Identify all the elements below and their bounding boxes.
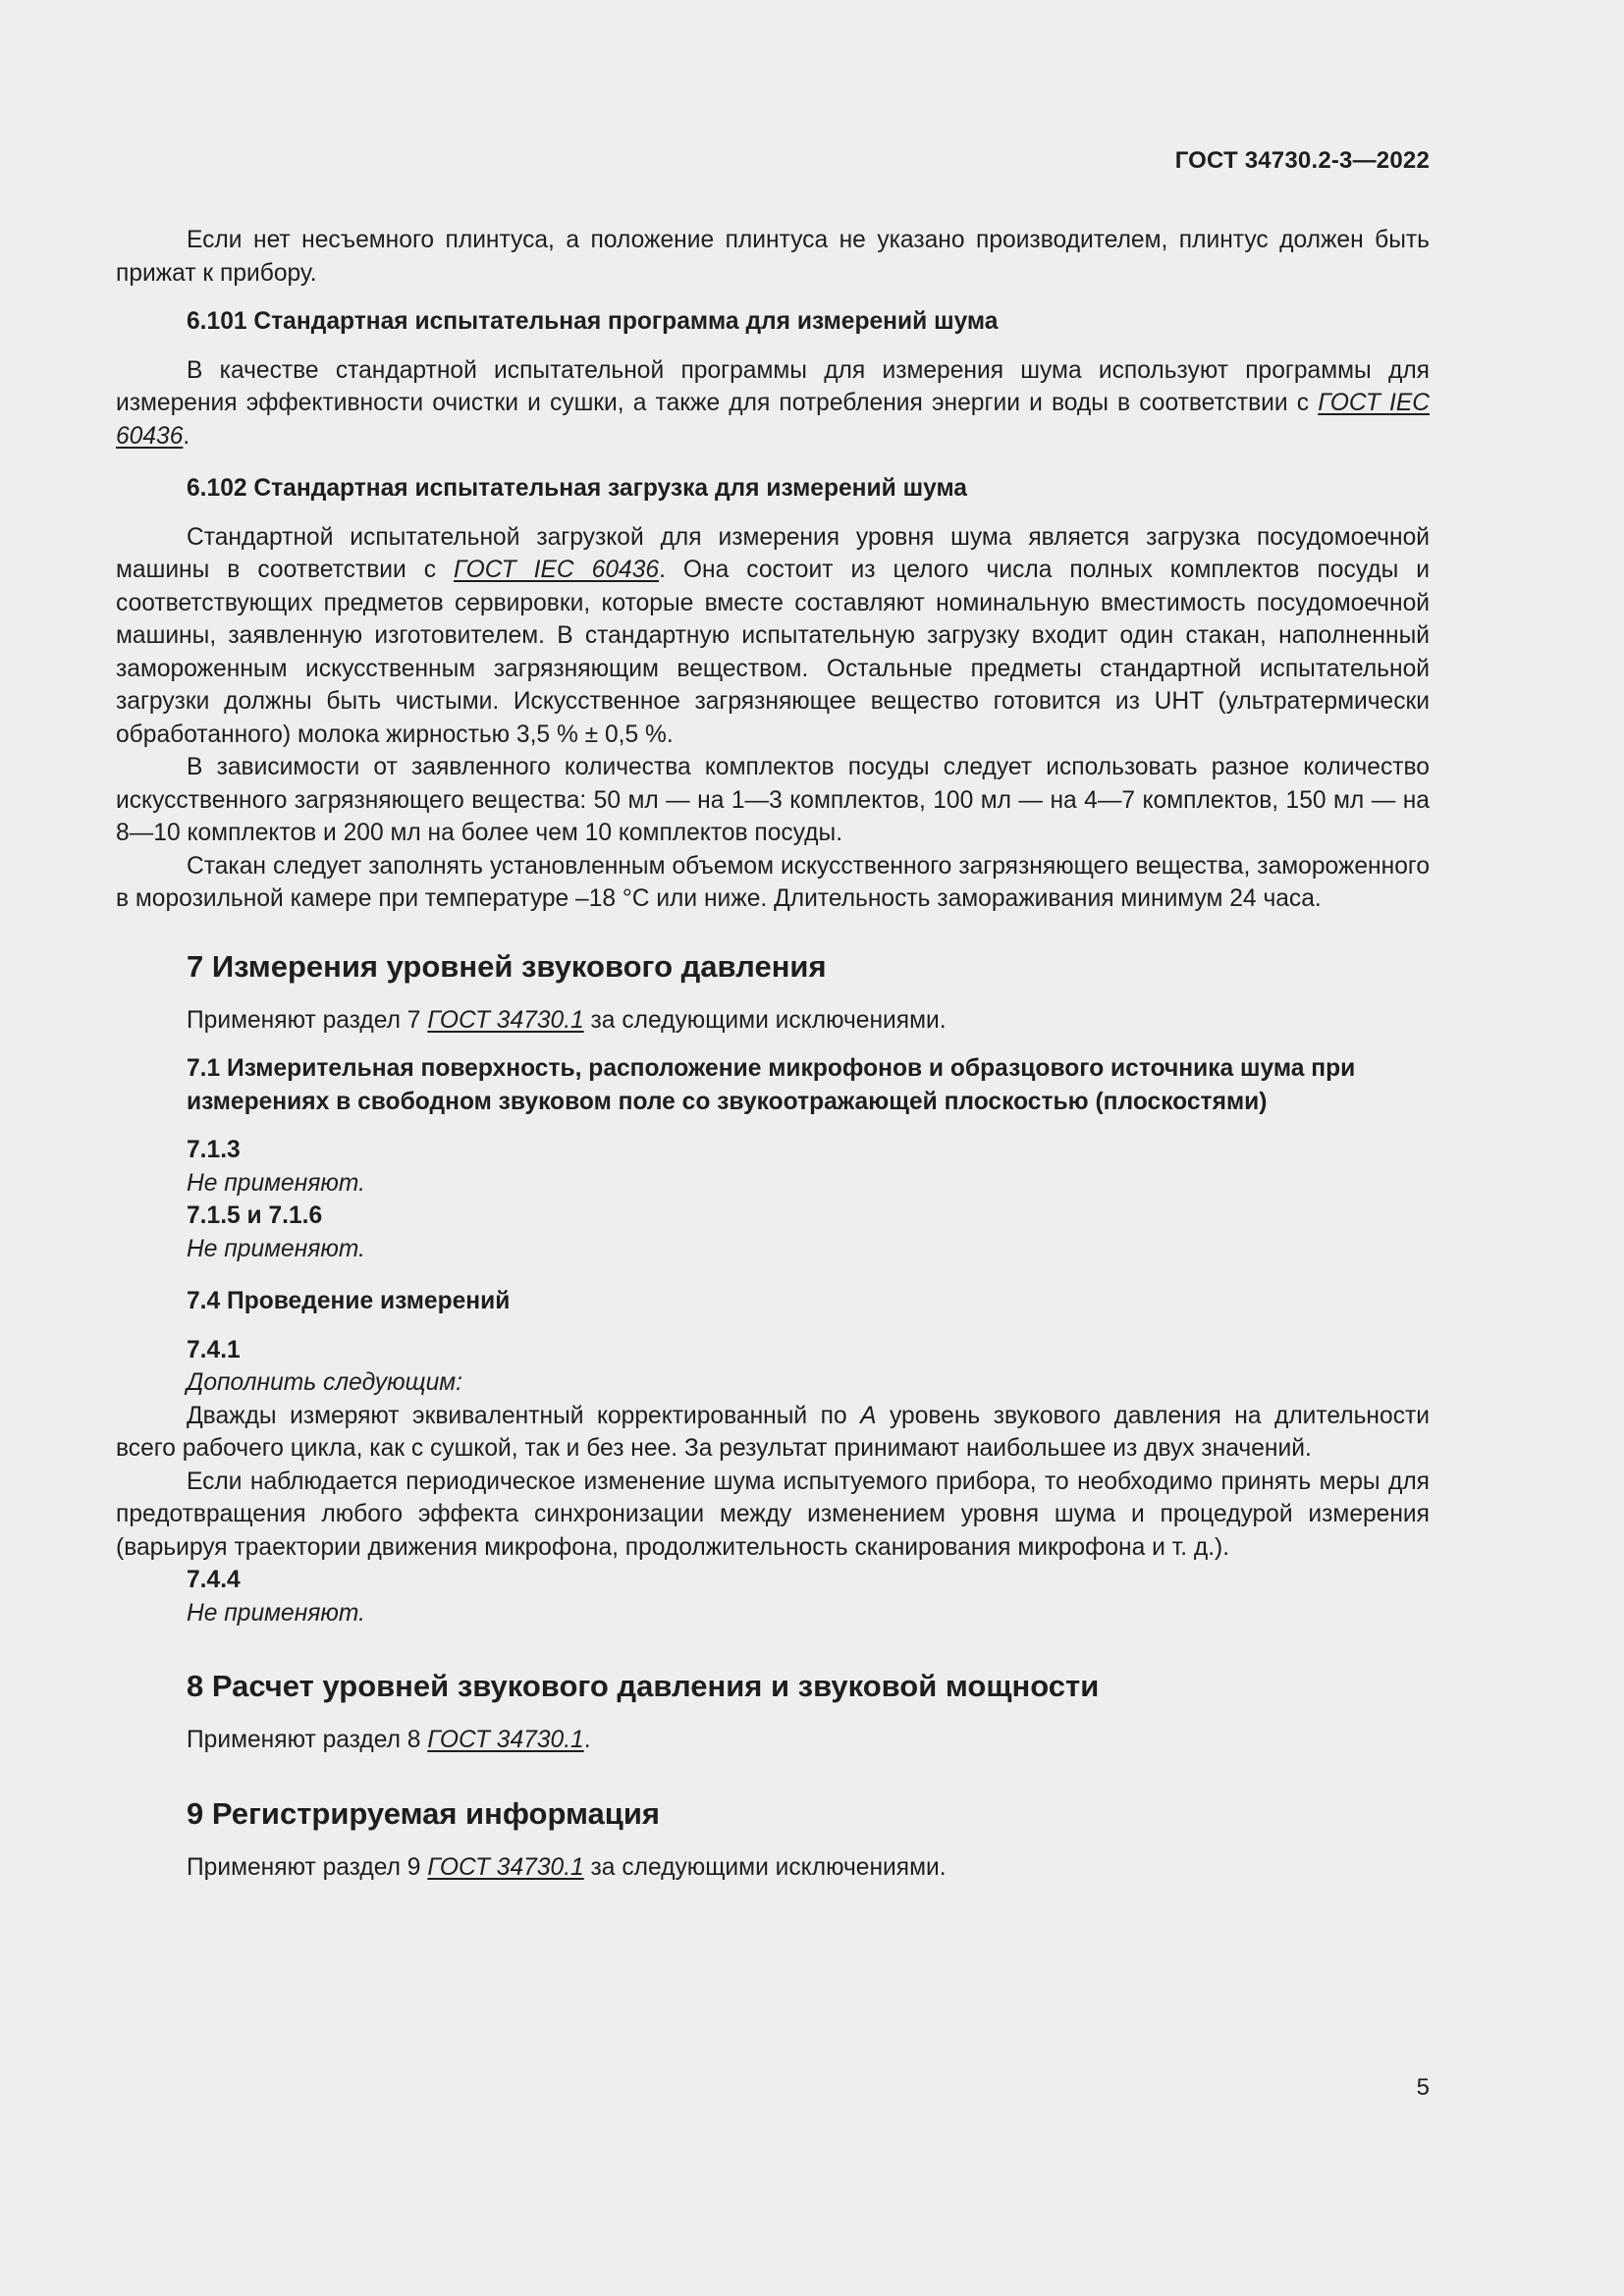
gost-iec-60436-link[interactable]: ГОСТ IEC 60436 (116, 390, 1430, 450)
gost-34730-1-link[interactable]: ГОСТ 34730.1 (427, 1727, 584, 1753)
text: Применяют раздел 8 (187, 1727, 428, 1753)
gost-iec-60436-link[interactable]: ГОСТ IEC 60436 (454, 557, 660, 583)
section-6-102-title: 6.102 Стандартная испытательная загрузка для измерений шума (187, 475, 967, 502)
section-6-101-paragraph (116, 354, 1430, 454)
section-6-102-paragraph-2: В зависимости от заявленного количества комплектов посуды следует использовать разное количество искусственного загрязняющего вещества: 50 мл — на 1—3 комплектов, 100 мл — на 4—7 комплектов, 150 мл — на 8—10 комплектов и 200 мл на более чем 10 комплектов посуды. (116, 754, 1430, 846)
text: . (583, 1727, 591, 1753)
text: Применяют раздел 9 (187, 1853, 428, 1881)
gost-34730-1-link[interactable]: ГОСТ 34730.1 (427, 1853, 584, 1881)
section-7-4-title: 7.4 Проведение измерений (187, 1288, 511, 1314)
section-6-102-paragraph-3: Стакан следует заполнять установленным объемом искусственного загрязняющего вещества, замороженного в морозильной камере при температуре –18 °C или ниже. Длительность замораживания минимум 24 часа. (116, 852, 1430, 912)
page-number: 5 (1416, 2074, 1430, 2101)
section-9-heading: 9 Регистрируемая информация (187, 1795, 660, 1831)
section-7-4-4-number: 7.4.4 (187, 1567, 241, 1593)
section-7-1-3-number: 7.1.3 (187, 1137, 241, 1163)
section-6-102-paragraph-1 (116, 521, 1430, 752)
section-7-1-5-number: 7.1.5 и 7.1.6 (187, 1202, 323, 1229)
text: уровень звукового давления на длительности всего рабочего цикла, как с сушкой, так и без нее. За результат принимают наибольшее из двух значений. (116, 1402, 1430, 1462)
section-7-4-1-paragraph-1 (116, 1400, 1430, 1466)
section-7-4-1-add: Дополнить следующим: (187, 1369, 462, 1396)
section-7-1-5-text: Не применяют. (187, 1235, 365, 1262)
text: за следующими исключениями. (583, 1853, 947, 1881)
section-6-101-title: 6.101 Стандартная испытательная программа для измерений шума (187, 308, 999, 335)
intro-paragraph: Если нет несъемного плинтуса, а положение плинтуса не указано производителем, плинтус должен быть прижат к прибору. (116, 227, 1430, 287)
gost-34730-1-link[interactable]: ГОСТ 34730.1 (427, 1006, 584, 1034)
text: Дважды измеряют эквивалентный корректированный по (187, 1402, 861, 1429)
section-7-4-4-text: Не применяют. (187, 1599, 365, 1627)
text: Применяют раздел 7 (187, 1006, 428, 1034)
text: Стандартной испытательной загрузкой для измерения уровня шума является загрузка посудомоечной машины в соответствии с (116, 523, 1430, 583)
text: за следующими исключениями. (583, 1006, 947, 1034)
text: В качестве стандартной испытательной программы для измерения шума используют программы для измерения эффективности очистки и сушки, а также для потребления энергии и воды в соответствии с (116, 356, 1430, 416)
section-7-1-title: 7.1 Измерительная поверхность, расположение микрофонов и образцового источника шума при измерениях в свободном звуковом поле со звукоотражающей плоскостью (плоскостями) (187, 1055, 1356, 1115)
section-9-apply (116, 1851, 1430, 1885)
section-7-4-1-number: 7.4.1 (187, 1336, 241, 1363)
section-7-1-3-text: Не применяют. (187, 1169, 365, 1197)
section-7-apply (116, 1004, 1430, 1038)
text: . Она состоит из целого числа полных комплектов посуды и соответствующих предметов сервировки, которые вместе составляют номинальную вместимость посудомоечной машины, заявленную изготовителем. В стандартную испытательную загрузку входит один стакан, наполненный замороженным искусственным загрязняющим веществом. Остальные предметы стандартной испытательной загрузки должны быть чистыми. Искусственное загрязняющее вещество готовится из UHT (ультратермически обработанного) молока жирностью 3,5 % ± 0,5 %. (116, 557, 1431, 748)
text: . (183, 422, 190, 450)
document-id-header: ГОСТ 34730.2-3—2022 (1174, 147, 1430, 174)
section-7-heading: 7 Измерения уровней звукового давления (187, 948, 827, 984)
section-8-apply (116, 1724, 1430, 1757)
section-8-heading: 8 Расчет уровней звукового давления и звуковой мощности (187, 1669, 1100, 1703)
section-7-4-1-paragraph-2: Если наблюдается периодическое изменение шума испытуемого прибора, то необходимо принять меры для предотвращения любого эффекта синхронизации между изменением уровня шума и процедурой измерения (варьируя траектории движения микрофона, продолжительность сканирования микрофона и т. д.). (116, 1468, 1430, 1561)
document-body (116, 224, 1430, 1884)
text: А (860, 1402, 877, 1429)
